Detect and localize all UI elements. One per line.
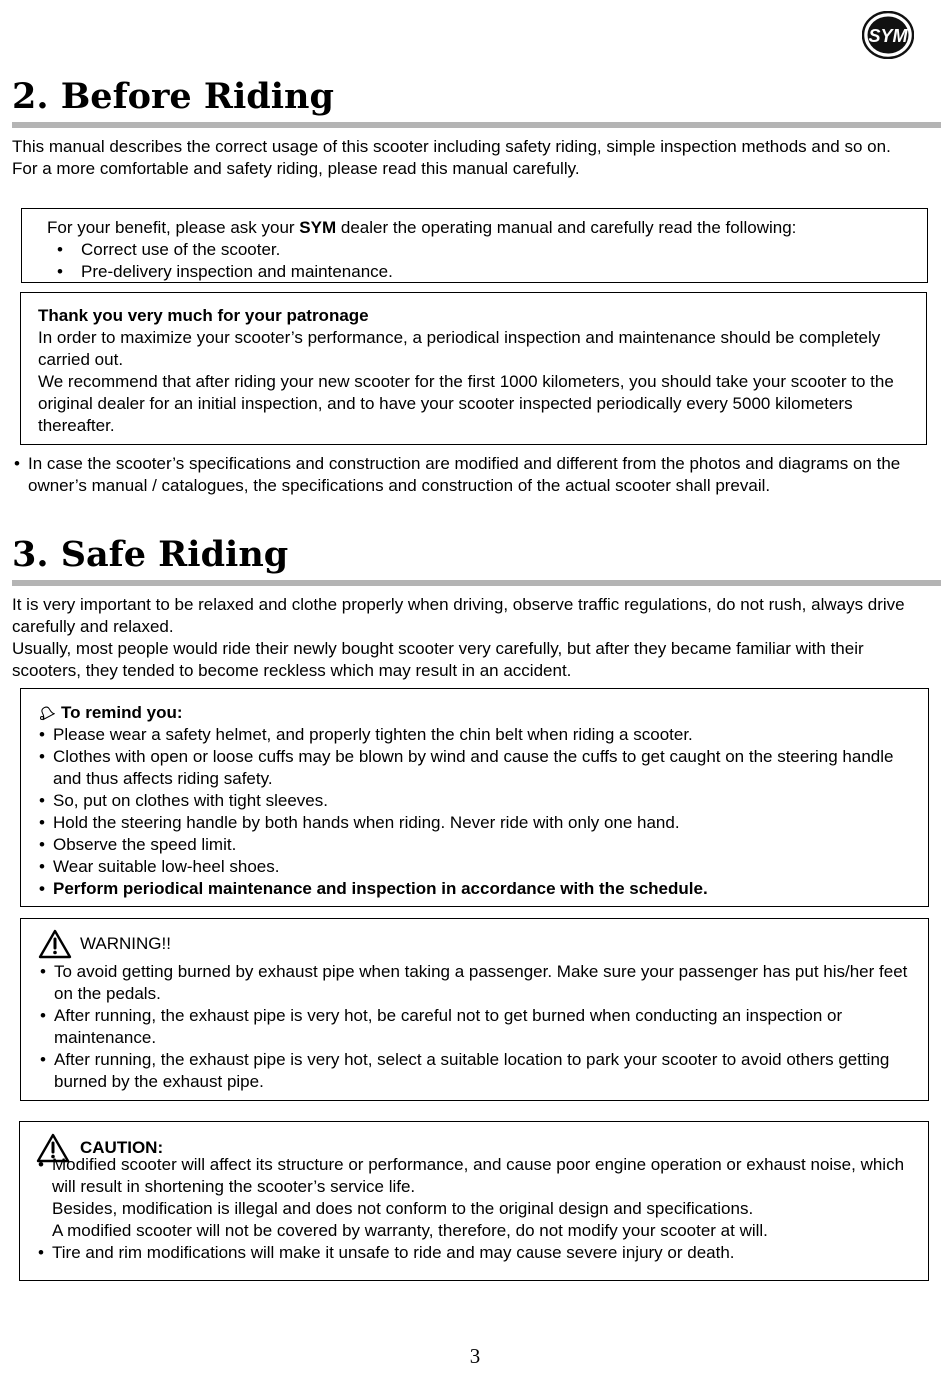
svg-text:SYM: SYM (868, 26, 908, 46)
caution-list (36, 1154, 916, 1264)
list-item: • Tire and rim modifications will make it unsafe to ride and may cause severe injury or death. (36, 1242, 916, 1264)
caution-box (19, 1121, 929, 1281)
list-item: • In case the scooter’s specifications and construction are modified and different from the photos and diagrams on the owner’s manual / catalogues, the specifications and construction of the actual scooter shall prevail. (12, 453, 912, 497)
page-number: 3 (469, 1344, 481, 1368)
intro-paragraph: It is very important to be relaxed and clothe properly when driving, observe traffic regulations, do not rush, always drive carefully and relaxed. Usually, most people would ride their newly bought scooter very carefully, but after they became familiar with their scooters, they tended to become reckless which may result in an accident. (12, 595, 905, 680)
warning-box (20, 918, 929, 1101)
list-item: • To avoid getting burned by exhaust pipe when taking a passenger. Make sure your passenger has put his/her feet on the pedals. (38, 961, 916, 1005)
section-title-before-riding: 2. Before Riding (12, 76, 334, 117)
sym-logo (862, 11, 914, 59)
bell-icon (37, 705, 55, 721)
thanks-paragraph: We recommend that after riding your new scooter for the first 1000 kilometers, you should take your scooter to the original dealer for an initial inspection, and to have your scooter inspected periodically every 5000 kilometers thereafter. (38, 372, 894, 435)
thanks-paragraph: In order to maximize your scooter’s performance, a periodical inspection and maintenance should be completely carried out. (38, 328, 881, 369)
intro-paragraph: This manual describes the correct usage of this scooter including safety riding, simple inspection methods and so on. For a more comfortable and safety riding, please read this manual carefully. (12, 137, 891, 178)
list-item: • After running, the exhaust pipe is very hot, be careful not to get burned when conducting an inspection or maintenance. (38, 1005, 916, 1049)
list-item: • Correct use of the scooter. (55, 239, 927, 261)
warning-triangle-icon (38, 929, 72, 959)
benefit-lead: For your benefit, please ask your SYM dealer the operating manual and carefully read the following: (47, 218, 797, 237)
section-title-safe-riding: 3. Safe Riding (12, 534, 289, 575)
remind-list (37, 724, 916, 900)
remind-header (37, 702, 916, 724)
list-item: • Pre-delivery inspection and maintenance. (55, 261, 927, 283)
remind-box (20, 688, 929, 907)
warning-list (38, 961, 916, 1093)
specification-note (12, 453, 912, 497)
list-item: • Observe the speed limit. (37, 834, 916, 856)
remind-title: To remind you: (61, 703, 183, 722)
list-item: • Please wear a safety helmet, and properly tighten the chin belt when riding a scooter. (37, 724, 916, 746)
warning-title: WARNING!! (80, 934, 171, 953)
list-item: • Modified scooter will affect its structure or performance, and cause poor engine operation or exhaust noise, which will result in shortening the scooter’s service life. Besides, modification is illegal and does not conform to the original design and specifications. A modified scooter will not be covered by warranty, therefore, do not modify your scooter at will. (36, 1154, 916, 1242)
list-item: • Hold the steering handle by both hands when riding. Never ride with only one hand. (37, 812, 916, 834)
benefit-box (21, 208, 928, 283)
warning-header (38, 927, 916, 961)
title-rule (12, 580, 941, 586)
list-item: • Wear suitable low-heel shoes. (37, 856, 916, 878)
thanks-box (20, 292, 927, 445)
list-item: • Clothes with open or loose cuffs may be blown by wind and cause the cuffs to get caught on the steering handle and thus affects riding safety. (37, 746, 916, 790)
list-item: • After running, the exhaust pipe is very hot, select a suitable location to park your scooter to avoid others getting burned by the exhaust pipe. (38, 1049, 916, 1093)
title-rule (12, 122, 941, 128)
benefit-list (55, 239, 927, 283)
list-item-bold: • Perform periodical maintenance and inspection in accordance with the schedule. (37, 878, 916, 900)
caution-title: CAUTION: (80, 1138, 164, 1157)
thanks-title: Thank you very much for your patronage (38, 306, 369, 325)
list-item: • So, put on clothes with tight sleeves. (37, 790, 916, 812)
